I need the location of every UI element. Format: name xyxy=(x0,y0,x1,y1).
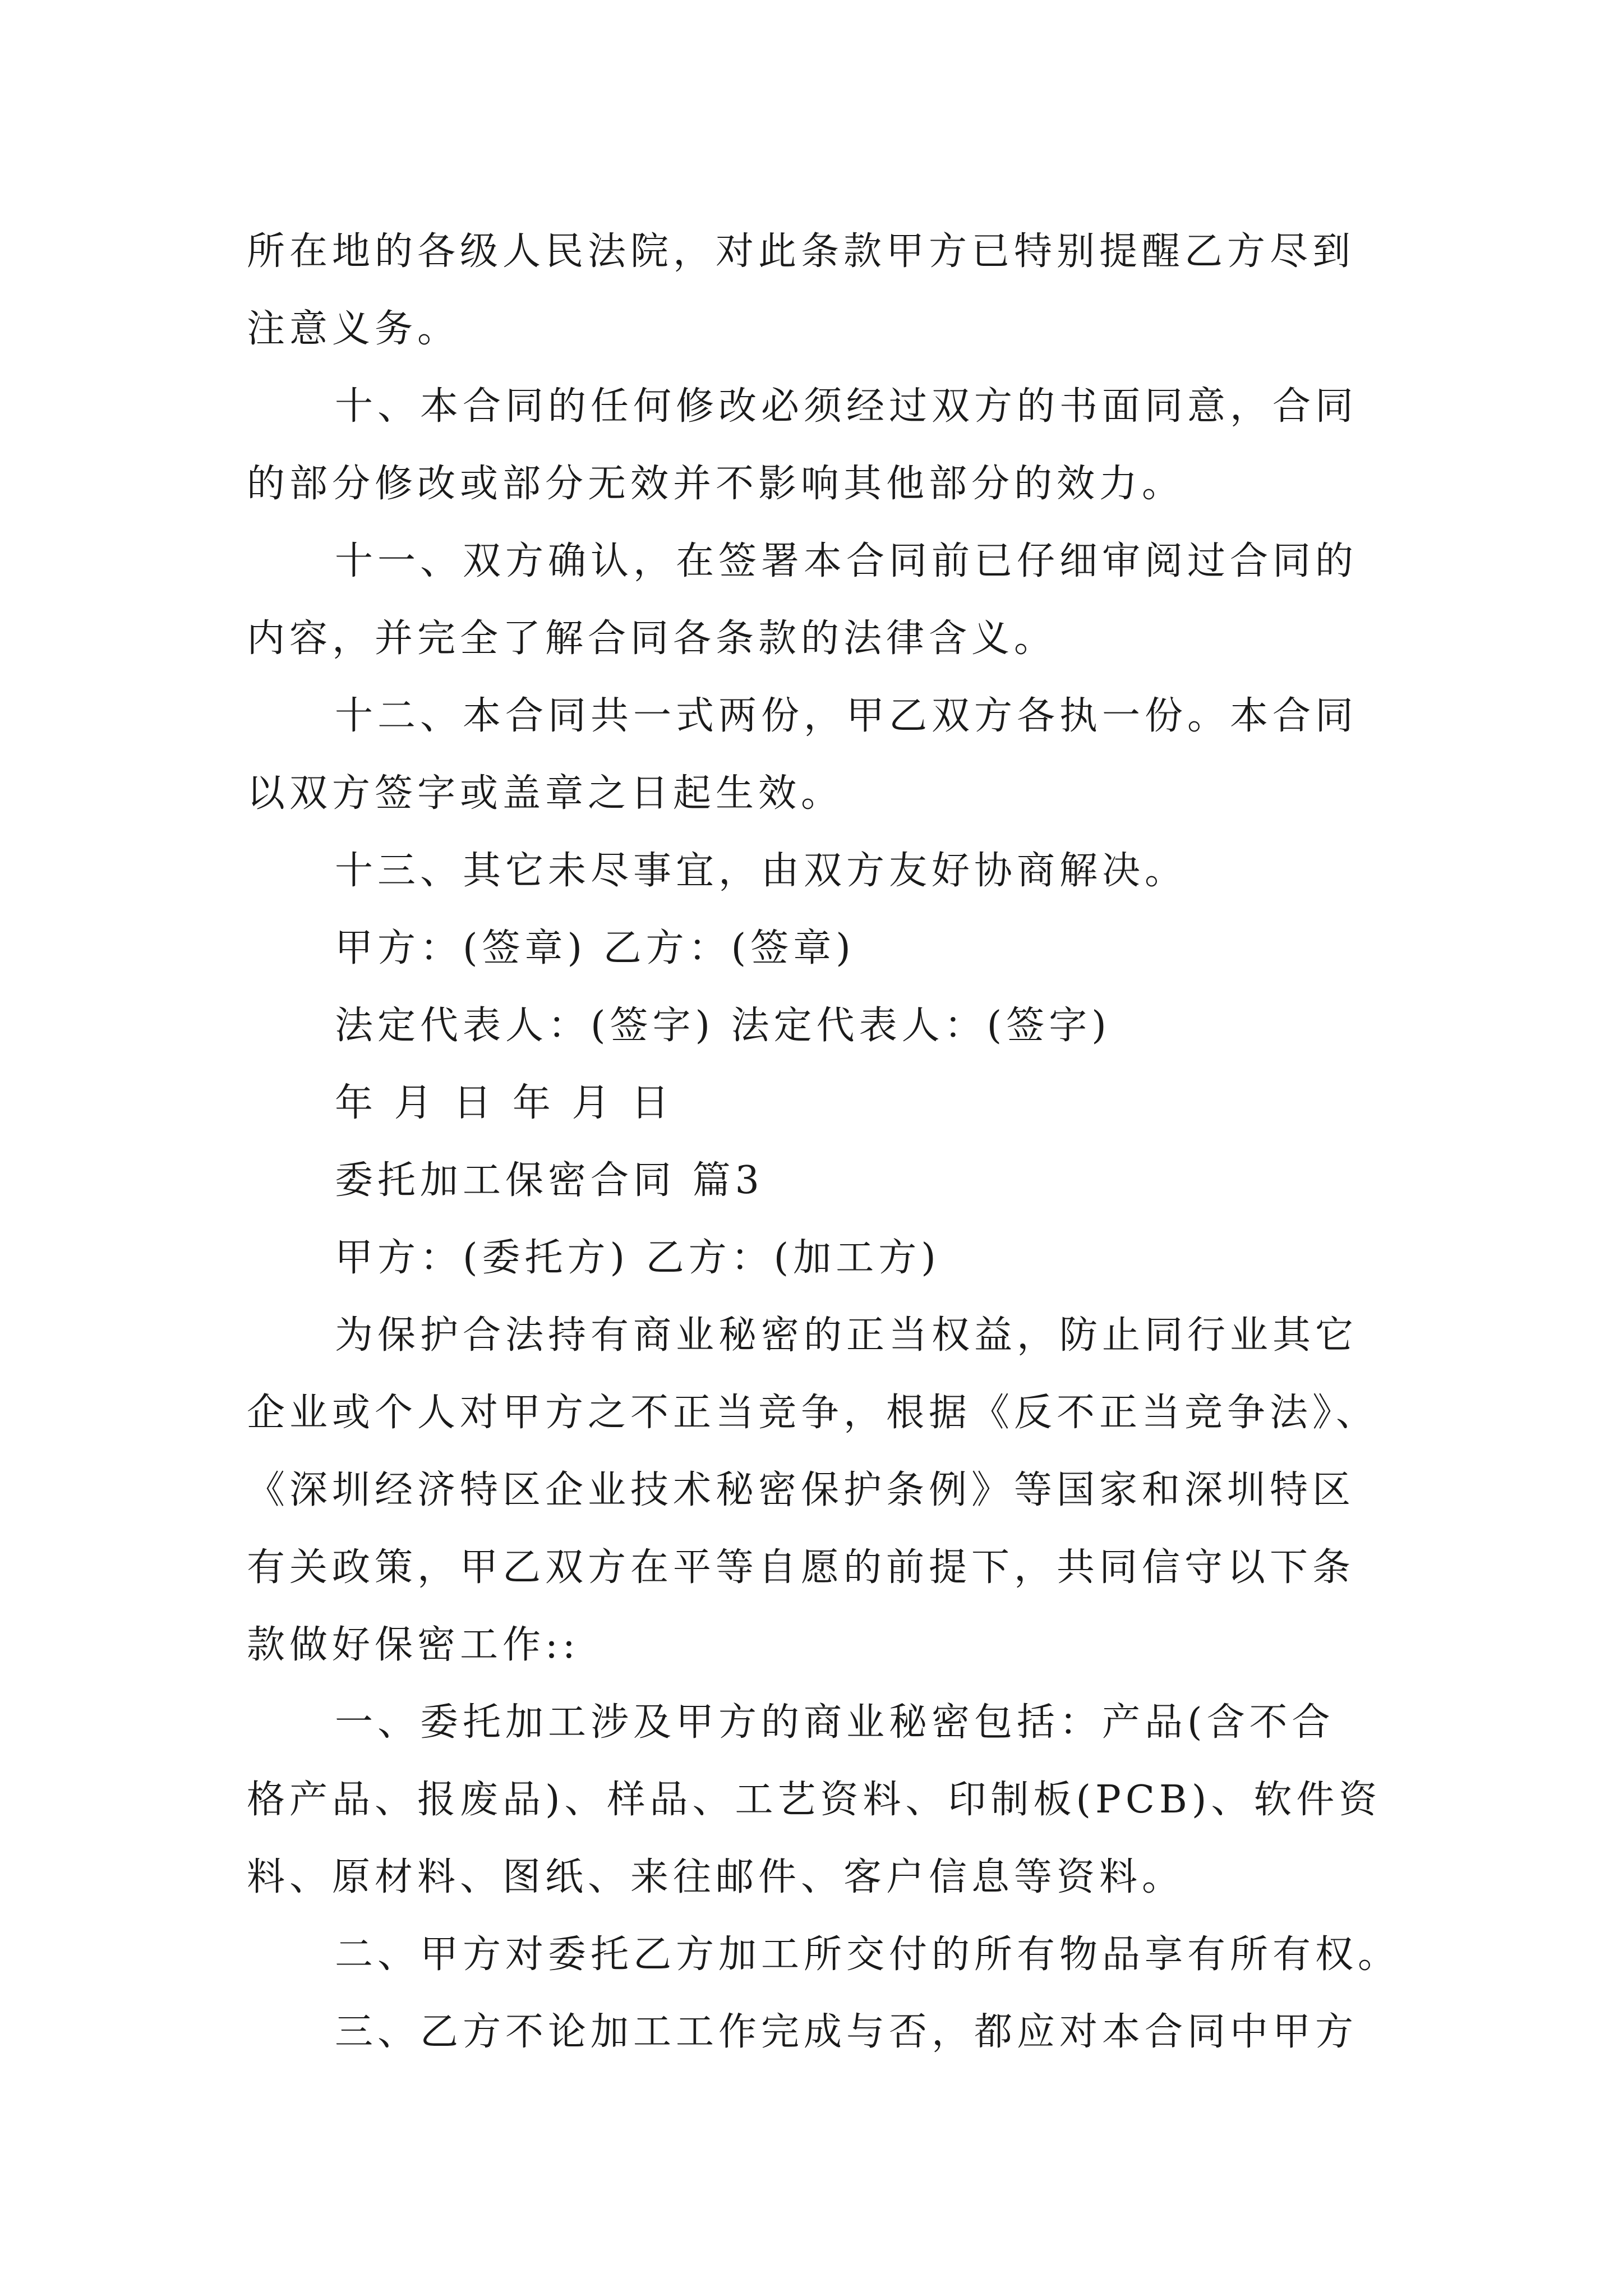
text-line: 所在地的各级人民法院，对此条款甲方已特别提醒乙方尽到 xyxy=(247,229,1355,274)
text-line: 内容，并完全了解合同各条款的法律含义。 xyxy=(247,616,1057,661)
text-line: 款做好保密工作:: xyxy=(247,1623,580,1667)
text-line: 料、原材料、图纸、来往邮件、客户信息等资料。 xyxy=(247,1855,1185,1899)
section-heading: 委托加工保密合同 篇3 xyxy=(335,1158,764,1203)
text-line: 企业或个人对甲方之不正当竞争，根据《反不正当竞争法》、 xyxy=(247,1391,1379,1435)
text-line: 有关政策，甲乙双方在平等自愿的前提下，共同信守以下条 xyxy=(247,1545,1355,1590)
clause-one: 一、委托加工涉及甲方的商业秘密包括：产品(含不合 xyxy=(335,1700,1335,1745)
text-line: 的部分修改或部分无效并不影响其他部分的效力。 xyxy=(247,462,1185,506)
clause-twelve: 十二、本合同共一式两份，甲乙双方各执一份。本合同 xyxy=(335,694,1358,738)
signature-representative-line: 法定代表人：(签字) 法定代表人：(签字) xyxy=(335,1004,1111,1048)
signature-party-line: 甲方：(签章) 乙方：(签章) xyxy=(335,926,855,970)
clause-two: 二、甲方对委托乙方加工所交付的所有物品享有所有权。 xyxy=(335,1932,1401,1977)
text-line: 注意义务。 xyxy=(247,307,460,351)
document-body xyxy=(247,213,1453,2071)
text-line: 《深圳经济特区企业技术秘密保护条例》等国家和深圳特区 xyxy=(247,1468,1355,1512)
parties-line: 甲方：(委托方) 乙方：(加工方) xyxy=(335,1236,940,1280)
clause-eleven: 十一、双方确认，在签署本合同前已仔细审阅过合同的 xyxy=(335,539,1358,583)
preamble-line: 为保护合法持有商业秘密的正当权益，防止同行业其它 xyxy=(335,1313,1358,1358)
text-line: 以双方签字或盖章之日起生效。 xyxy=(247,771,844,816)
clause-ten: 十、本合同的任何修改必须经过双方的书面同意，合同 xyxy=(335,384,1358,429)
clause-thirteen: 十三、其它未尽事宜，由双方友好协商解决。 xyxy=(335,849,1188,893)
clause-three: 三、乙方不论加工工作完成与否，都应对本合同中甲方 xyxy=(335,2010,1358,2054)
signature-date-line: 年 月 日 年 月 日 xyxy=(335,1081,674,1125)
text-line: 格产品、报废品)、样品、工艺资料、印制板(PCB)、软件资 xyxy=(247,1778,1382,1822)
